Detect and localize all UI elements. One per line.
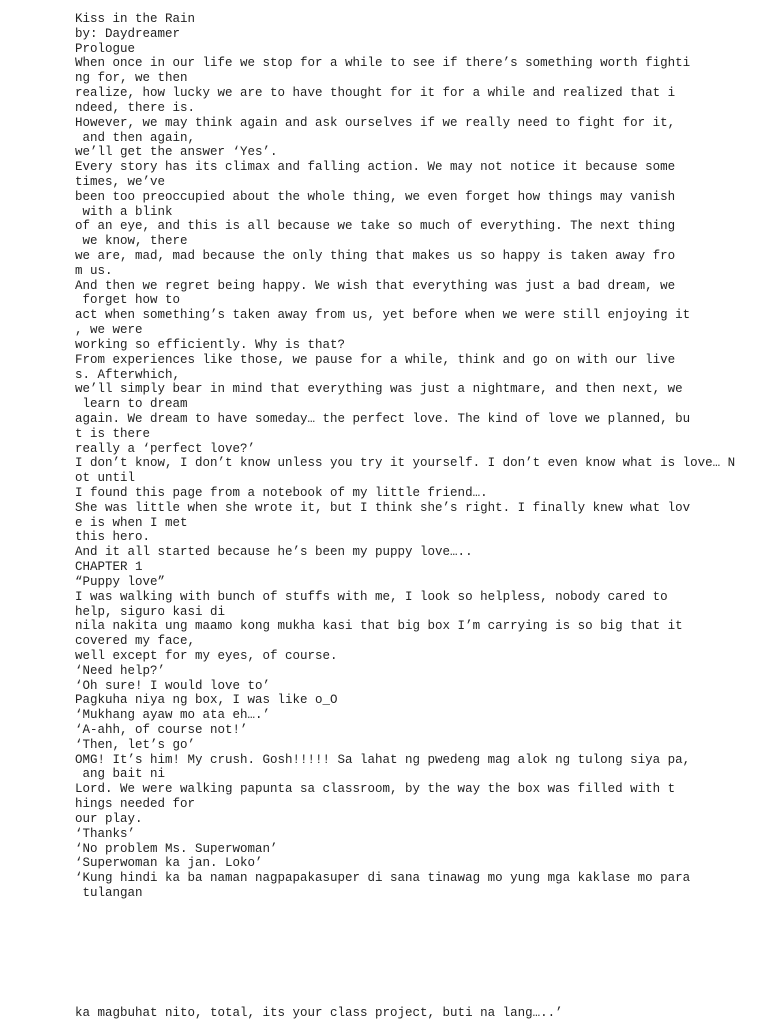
text-line: And then we regret being happy. We wish that everything was just a bad dream, we	[75, 278, 676, 293]
text-line: ot until	[75, 471, 136, 486]
text-line: learn to dream	[75, 397, 188, 412]
text-line: ‘Superwoman ka jan. Loko’	[75, 856, 263, 871]
page-bottom-line: ka magbuhat nito, total, its your class project, buti na lang…..’	[75, 1006, 563, 1020]
text-line: ‘Then, let’s go’	[75, 737, 196, 752]
text-line: this hero.	[75, 530, 151, 545]
text-line: ang bait ni	[75, 767, 166, 782]
text-line: e is when I met	[75, 515, 188, 530]
text-line: , we were	[75, 323, 143, 338]
text-line: help, siguro kasi di	[75, 604, 226, 619]
text-line: Every story has its climax and falling action. We may not notice it because some	[75, 160, 676, 175]
text-line: t is there	[75, 426, 151, 441]
text-line: She was little when she wrote it, but I think she’s right. I finally knew what lov	[75, 500, 691, 515]
text-line: When once in our life we stop for a while to see if there’s something worth fighti	[75, 56, 691, 71]
document-body	[75, 12, 755, 901]
text-line: we’ll get the answer ‘Yes’.	[75, 145, 278, 160]
text-line: we are, mad, mad because the only thing that makes us so happy is taken away fro	[75, 249, 676, 263]
text-line: ng for, we then	[75, 71, 188, 86]
text-line: “Puppy love”	[75, 574, 166, 589]
text-line: ‘Thanks’	[75, 826, 136, 841]
text-line: And it all started because he’s been my puppy love…..	[75, 545, 473, 560]
text-line: CHAPTER 1	[75, 560, 143, 575]
text-line: and then again,	[75, 130, 196, 145]
text-line: Lord. We were walking papunta sa classroom, by the way the box was filled with t	[75, 782, 676, 797]
text-line: really a ‘perfect love?’	[75, 441, 256, 456]
text-line: However, we may think again and ask ourselves if we really need to fight for it,	[75, 115, 676, 130]
text-line: Prologue	[75, 41, 136, 56]
text-line: ‘Oh sure! I would love to’	[75, 678, 271, 693]
text-line: act when something’s taken away from us, yet before when we were still enjoying it	[75, 308, 691, 323]
text-line: I don’t know, I don’t know unless you try it yourself. I don’t even know what is love… N	[75, 456, 736, 471]
text-line: ‘Mukhang ayaw mo ata eh….’	[75, 708, 271, 723]
text-line: forget how to	[75, 293, 181, 308]
text-line: with a blink	[75, 204, 173, 219]
text-line: Pagkuha niya ng box, I was like o_O	[75, 693, 338, 708]
text-line: ‘Need help?’	[75, 663, 166, 678]
text-line: ‘No problem Ms. Superwoman’	[75, 841, 278, 856]
text-line: working so efficiently. Why is that?	[75, 337, 346, 352]
text-line: OMG! It’s him! My crush. Gosh!!!!! Sa lahat ng pwedeng mag alok ng tulong siya pa,	[75, 752, 691, 767]
text-line: nila nakita ung maamo kong mukha kasi that big box I’m carrying is so big that it	[75, 619, 683, 634]
text-line: we’ll simply bear in mind that everything was just a nightmare, and then next, we	[75, 382, 683, 397]
text-line: I found this page from a notebook of my little friend….	[75, 486, 488, 500]
text-line: hings needed for	[75, 797, 196, 812]
text-line: ‘Kung hindi ka ba naman nagpapakasuper di sana tinawag mo yung mga kaklase mo para	[75, 871, 691, 886]
text-line: ‘A-ahh, of course not!’	[75, 723, 248, 737]
text-line: well except for my eyes, of course.	[75, 648, 338, 663]
text-line: s. Afterwhich,	[75, 367, 181, 382]
text-line: times, we’ve	[75, 174, 166, 189]
text-line: our play.	[75, 811, 143, 826]
text-line: been too preoccupied about the whole thing, we even forget how things may vanish	[75, 189, 676, 204]
text-line: ndeed, there is.	[75, 100, 196, 115]
text-line: From experiences like those, we pause for a while, think and go on with our live	[75, 352, 676, 367]
text-line: I was walking with bunch of stuffs with me, I look so helpless, nobody cared to	[75, 589, 668, 604]
text-line: tulangan	[75, 885, 143, 900]
text-line: realize, how lucky we are to have thought for it for a while and realized that i	[75, 86, 676, 101]
text-line: m us.	[75, 263, 113, 278]
text-line: by: Daydreamer	[75, 26, 181, 41]
text-line: of an eye, and this is all because we take so much of everything. The next thing	[75, 219, 676, 234]
text-line: we know, there	[75, 234, 188, 249]
text-line: again. We dream to have someday… the perfect love. The kind of love we planned, bu	[75, 411, 691, 426]
text-line: Kiss in the Rain	[75, 12, 196, 26]
text-line: covered my face,	[75, 634, 196, 649]
